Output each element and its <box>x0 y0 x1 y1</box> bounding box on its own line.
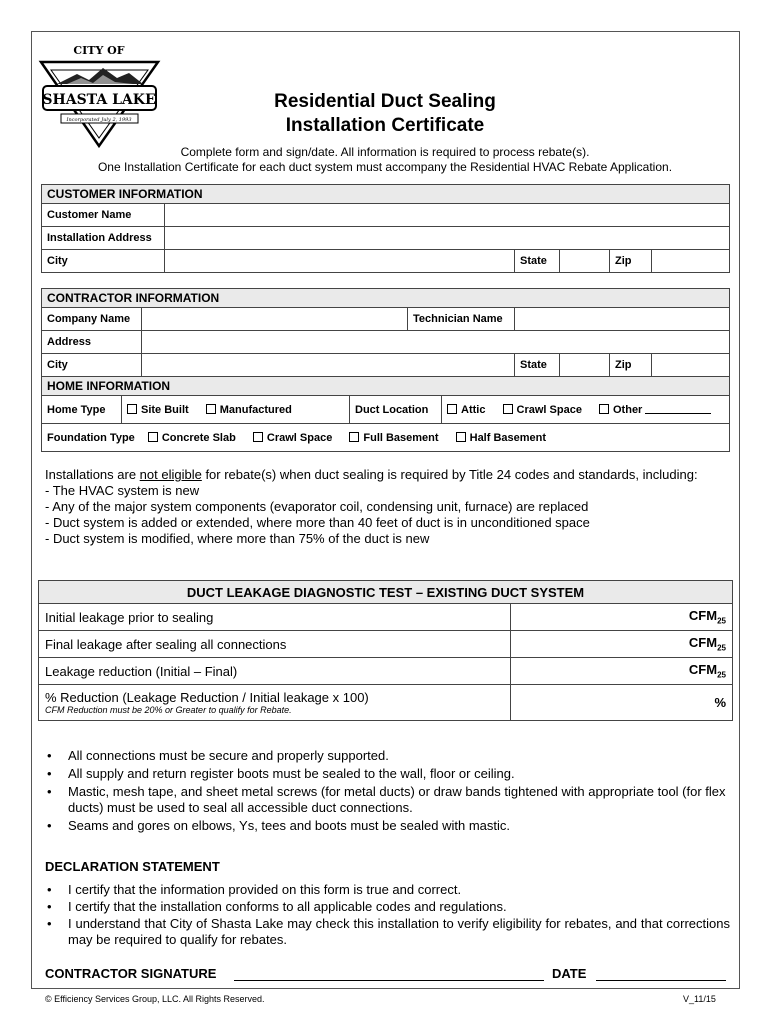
crawl-space-checkbox[interactable] <box>503 404 513 414</box>
site-built-label: Site Built <box>141 403 189 416</box>
customer-name-label: Customer Name <box>42 204 165 227</box>
contractor-city-label: City <box>42 354 142 377</box>
customer-city-label: City <box>42 250 165 273</box>
initial-leakage-field[interactable] <box>511 604 733 631</box>
technician-name-field[interactable] <box>515 308 730 331</box>
concrete-slab-label: Concrete Slab <box>161 431 236 444</box>
version-text: V_11/15 <box>683 994 716 1004</box>
logo-main-text: SHASTA LAKE <box>42 92 156 108</box>
eligibility-item: - Any of the major system components (evaporator coil, condensing unit, furnace) are replaced <box>45 499 589 514</box>
full-basement-checkbox[interactable] <box>349 432 359 442</box>
customer-city-field[interactable] <box>165 250 515 273</box>
cfm-subscript: 25 <box>717 643 726 653</box>
home-section-title: HOME INFORMATION <box>42 377 730 396</box>
leakage-reduction-label: Leakage reduction (Initial – Final) <box>39 658 511 685</box>
full-basement-label: Full Basement <box>363 431 439 444</box>
instructions-line2: One Installation Certificate for each duct system must accompany the Residential HVAC Rebate Application. <box>97 160 673 174</box>
logo-banner-text: Incorporated July 2, 1993 <box>66 117 132 123</box>
form-title-line2: Installation Certificate <box>285 115 485 136</box>
cfm-unit: CFM <box>688 608 718 624</box>
contractor-state-label: State <box>515 354 560 377</box>
company-name-field[interactable] <box>142 308 408 331</box>
attic-checkbox[interactable] <box>447 404 457 414</box>
list-item: • Mastic, mesh tape, and sheet metal screws (for metal ducts) or draw bands tightened with appropriate tool (for flex ducts) must be used to seal all accessible duct connections. <box>45 784 730 816</box>
contractor-address-field[interactable] <box>142 331 730 354</box>
percent-reduction-field[interactable]: % <box>511 685 733 721</box>
customer-state-label: State <box>515 250 560 273</box>
customer-zip-field[interactable] <box>652 250 730 273</box>
manufactured-checkbox[interactable] <box>206 404 216 414</box>
logo-top-text: CITY OF <box>73 44 125 57</box>
foundation-crawl-space-checkbox[interactable] <box>253 432 263 442</box>
eligibility-intro-after: for rebate(s) when duct sealing is required by Title 24 codes and standards, including: <box>201 467 698 482</box>
attic-label: Attic <box>461 404 486 416</box>
manufactured-label: Manufactured <box>219 403 292 416</box>
declaration-list <box>45 882 730 949</box>
list-item: • I certify that the information provided on this form is true and correct. <box>45 882 730 898</box>
foundation-crawl-space-option[interactable] <box>253 432 332 444</box>
eligibility-item: - Duct system is modified, where more than 75% of the duct is new <box>45 531 430 546</box>
half-basement-label: Half Basement <box>469 431 547 444</box>
eligibility-item: - The HVAC system is new <box>45 483 200 498</box>
initial-leakage-label: Initial leakage prior to sealing <box>39 604 511 631</box>
home-type-label: Home Type <box>42 396 122 424</box>
duct-attic-option[interactable] <box>447 404 485 416</box>
contractor-city-field[interactable] <box>142 354 515 377</box>
customer-name-field[interactable] <box>165 204 730 227</box>
list-item: • All supply and return register boots must be sealed to the wall, floor or ceiling. <box>45 766 730 782</box>
installation-address-field[interactable] <box>165 227 730 250</box>
date-label: DATE <box>552 966 587 981</box>
contractor-address-label: Address <box>42 331 142 354</box>
final-leakage-field[interactable] <box>511 631 733 658</box>
foundation-full-basement-option[interactable] <box>349 432 438 444</box>
form-title-line1: Residential Duct Sealing <box>274 91 496 112</box>
contractor-signature-label: CONTRACTOR SIGNATURE <box>45 966 217 981</box>
cfm-unit: CFM <box>688 662 718 678</box>
foundation-half-basement-option[interactable] <box>456 432 546 444</box>
contractor-state-field[interactable] <box>560 354 610 377</box>
concrete-slab-checkbox[interactable] <box>148 432 158 442</box>
customer-zip-label: Zip <box>610 250 652 273</box>
contractor-zip-field[interactable] <box>652 354 730 377</box>
foundation-crawl-space-label: Crawl Space <box>266 431 333 444</box>
eligibility-intro <box>45 467 730 483</box>
contractor-info-table <box>41 288 730 377</box>
home-info-table <box>41 376 730 452</box>
cfm-unit: CFM <box>688 635 718 651</box>
foundation-type-label: Foundation Type <box>47 431 135 444</box>
contractor-section-title: CONTRACTOR INFORMATION <box>42 289 730 308</box>
copyright-text: © Efficiency Services Group, LLC. All Rights Reserved. <box>45 994 265 1004</box>
instructions-line1: Complete form and sign/date. All information is required to process rebate(s). <box>180 145 590 159</box>
percent-reduction-label: % Reduction (Leakage Reduction / Initial leakage x 100) <box>45 689 369 705</box>
cfm-subscript: 25 <box>717 670 726 680</box>
customer-state-field[interactable] <box>560 250 610 273</box>
other-label: Other <box>613 404 643 416</box>
customer-info-table <box>41 184 730 273</box>
duct-crawl-space-option[interactable] <box>503 404 582 416</box>
crawl-space-label: Crawl Space <box>516 404 582 416</box>
city-seal-logo <box>37 40 162 150</box>
contractor-zip-label: Zip <box>610 354 652 377</box>
duct-location-label: Duct Location <box>350 396 442 424</box>
list-item: • I certify that the installation conforms to all applicable codes and regulations. <box>45 899 730 915</box>
list-item: • All connections must be secure and properly supported. <box>45 748 730 764</box>
foundation-concrete-slab-option[interactable] <box>148 432 236 444</box>
cfm-subscript: 25 <box>717 616 726 626</box>
leakage-reduction-field[interactable] <box>511 658 733 685</box>
requirements-list <box>45 748 730 836</box>
other-text-field[interactable] <box>645 403 711 414</box>
contractor-signature-field[interactable] <box>234 980 544 981</box>
installation-address-label: Installation Address <box>42 227 165 250</box>
duct-leakage-table <box>38 580 733 721</box>
site-built-checkbox[interactable] <box>127 404 137 414</box>
date-field[interactable] <box>596 980 726 981</box>
home-type-site-built-option[interactable] <box>127 404 189 416</box>
declaration-title: DECLARATION STATEMENT <box>45 859 220 874</box>
half-basement-checkbox[interactable] <box>456 432 466 442</box>
list-item: • Seams and gores on elbows, Ys, tees and boots must be sealed with mastic. <box>45 818 730 834</box>
other-checkbox[interactable] <box>599 404 609 414</box>
percent-reduction-note: CFM Reduction must be 20% or Greater to qualify for Rebate. <box>45 704 292 715</box>
percent-reduction-cell <box>39 685 511 721</box>
technician-name-label: Technician Name <box>408 308 515 331</box>
eligibility-intro-before: Installations are <box>45 467 140 482</box>
diagnostic-title: DUCT LEAKAGE DIAGNOSTIC TEST – EXISTING DUCT SYSTEM <box>39 581 733 604</box>
duct-other-option[interactable] <box>599 404 711 416</box>
customer-section-title: CUSTOMER INFORMATION <box>42 185 730 204</box>
company-name-label: Company Name <box>42 308 142 331</box>
list-item: • I understand that City of Shasta Lake may check this installation to verify eligibility for rebates, and that corrections may be required to qualify for rebates. <box>45 916 730 948</box>
eligibility-not-eligible-text: not eligible <box>139 467 202 482</box>
eligibility-item: - Duct system is added or extended, where more than 40 feet of duct is in unconditioned space <box>45 515 590 530</box>
home-type-manufactured-option[interactable] <box>206 404 292 416</box>
eligibility-section <box>45 467 730 547</box>
final-leakage-label: Final leakage after sealing all connections <box>39 631 511 658</box>
